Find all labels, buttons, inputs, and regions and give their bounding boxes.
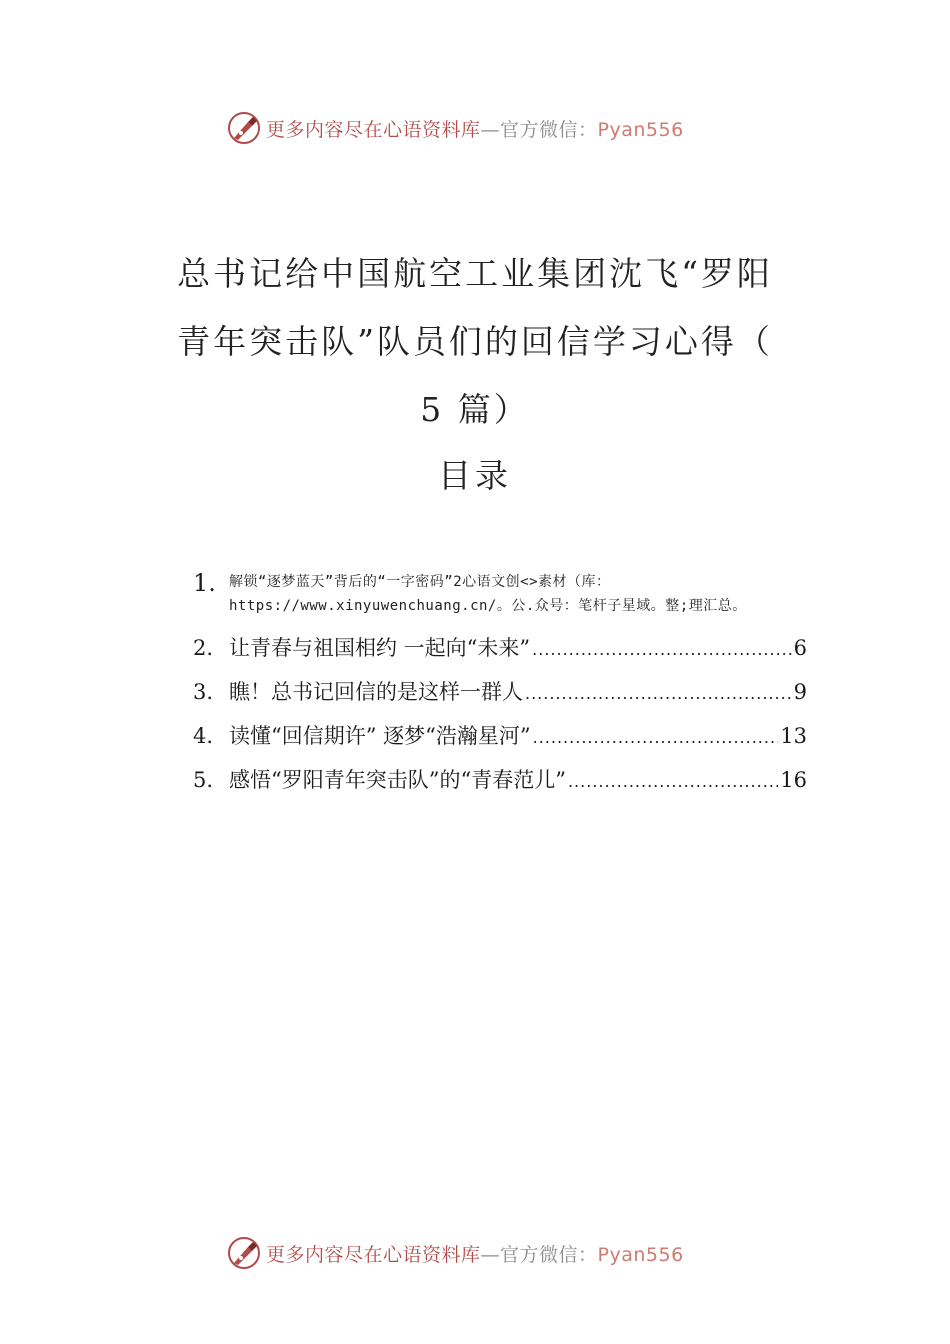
table-of-contents bbox=[193, 570, 807, 808]
banner-dash: — bbox=[480, 118, 501, 141]
toc-item-1-line-1: 解锁“逐梦蓝天”背后的“一字密码”2心语文创<>素材（库： bbox=[229, 574, 611, 590]
banner-text bbox=[266, 115, 684, 142]
toc-item-number: 1. bbox=[193, 569, 216, 597]
toc-item-number: 5. bbox=[193, 768, 214, 792]
toc-heading: 目录 bbox=[438, 456, 512, 495]
toc-item-3[interactable] bbox=[193, 676, 807, 706]
toc-item-2[interactable] bbox=[193, 632, 807, 662]
toc-item-page: 13 bbox=[780, 724, 807, 748]
title-line-1: 总书记给中国航空工业集团沈飞“罗阳 bbox=[177, 254, 773, 293]
toc-item-page: 6 bbox=[793, 636, 807, 660]
toc-item-number: 3. bbox=[193, 680, 214, 704]
banner-wechat-label: 官方微信： bbox=[500, 118, 598, 141]
title-line-2: 青年突击队”队员们的回信学习心得（ bbox=[177, 322, 773, 361]
banner-text bbox=[266, 1240, 684, 1267]
toc-item-label: 瞧！总书记回信的是这样一群人 bbox=[229, 680, 523, 704]
toc-item-label: 让青春与祖国相约 一起向“未来” bbox=[229, 636, 531, 660]
header-banner bbox=[226, 108, 684, 148]
toc-item-label: 读懂“回信期许” 逐梦“浩瀚星河” bbox=[229, 724, 531, 748]
banner-main-text: 更多内容尽在心语资料库 bbox=[266, 118, 481, 141]
toc-item-page: 9 bbox=[793, 680, 807, 704]
banner-wechat-id: Pyan556 bbox=[597, 118, 684, 141]
title-line-3: 5 篇） bbox=[420, 390, 530, 429]
toc-item-label bbox=[229, 570, 747, 618]
toc-leader-dots bbox=[525, 684, 792, 703]
toc-leader-dots bbox=[568, 772, 778, 791]
pen-nib-logo-icon bbox=[226, 1235, 262, 1271]
toc-item-1-line-2: https://www.xinyuwenchuang.cn/。公.众号：笔杆子星域。整;理汇总。 bbox=[229, 598, 747, 614]
footer-banner bbox=[226, 1233, 684, 1273]
banner-main-text: 更多内容尽在心语资料库 bbox=[266, 1243, 481, 1266]
toc-item-number: 4. bbox=[193, 724, 214, 748]
pen-nib-logo-icon bbox=[226, 110, 262, 146]
toc-item-number: 2. bbox=[193, 636, 214, 660]
banner-wechat-id: Pyan556 bbox=[597, 1243, 684, 1266]
banner-dash: — bbox=[480, 1243, 501, 1266]
toc-leader-dots bbox=[532, 640, 791, 659]
toc-item-4[interactable] bbox=[193, 720, 807, 750]
document-title bbox=[150, 240, 800, 444]
toc-item-page: 16 bbox=[780, 768, 807, 792]
toc-item-5[interactable] bbox=[193, 764, 807, 794]
toc-item-label: 感悟“罗阳青年突击队”的“青春范儿” bbox=[229, 768, 566, 792]
toc-item-1[interactable] bbox=[193, 570, 807, 618]
toc-leader-dots bbox=[533, 728, 779, 747]
banner-wechat-label: 官方微信： bbox=[500, 1243, 598, 1266]
